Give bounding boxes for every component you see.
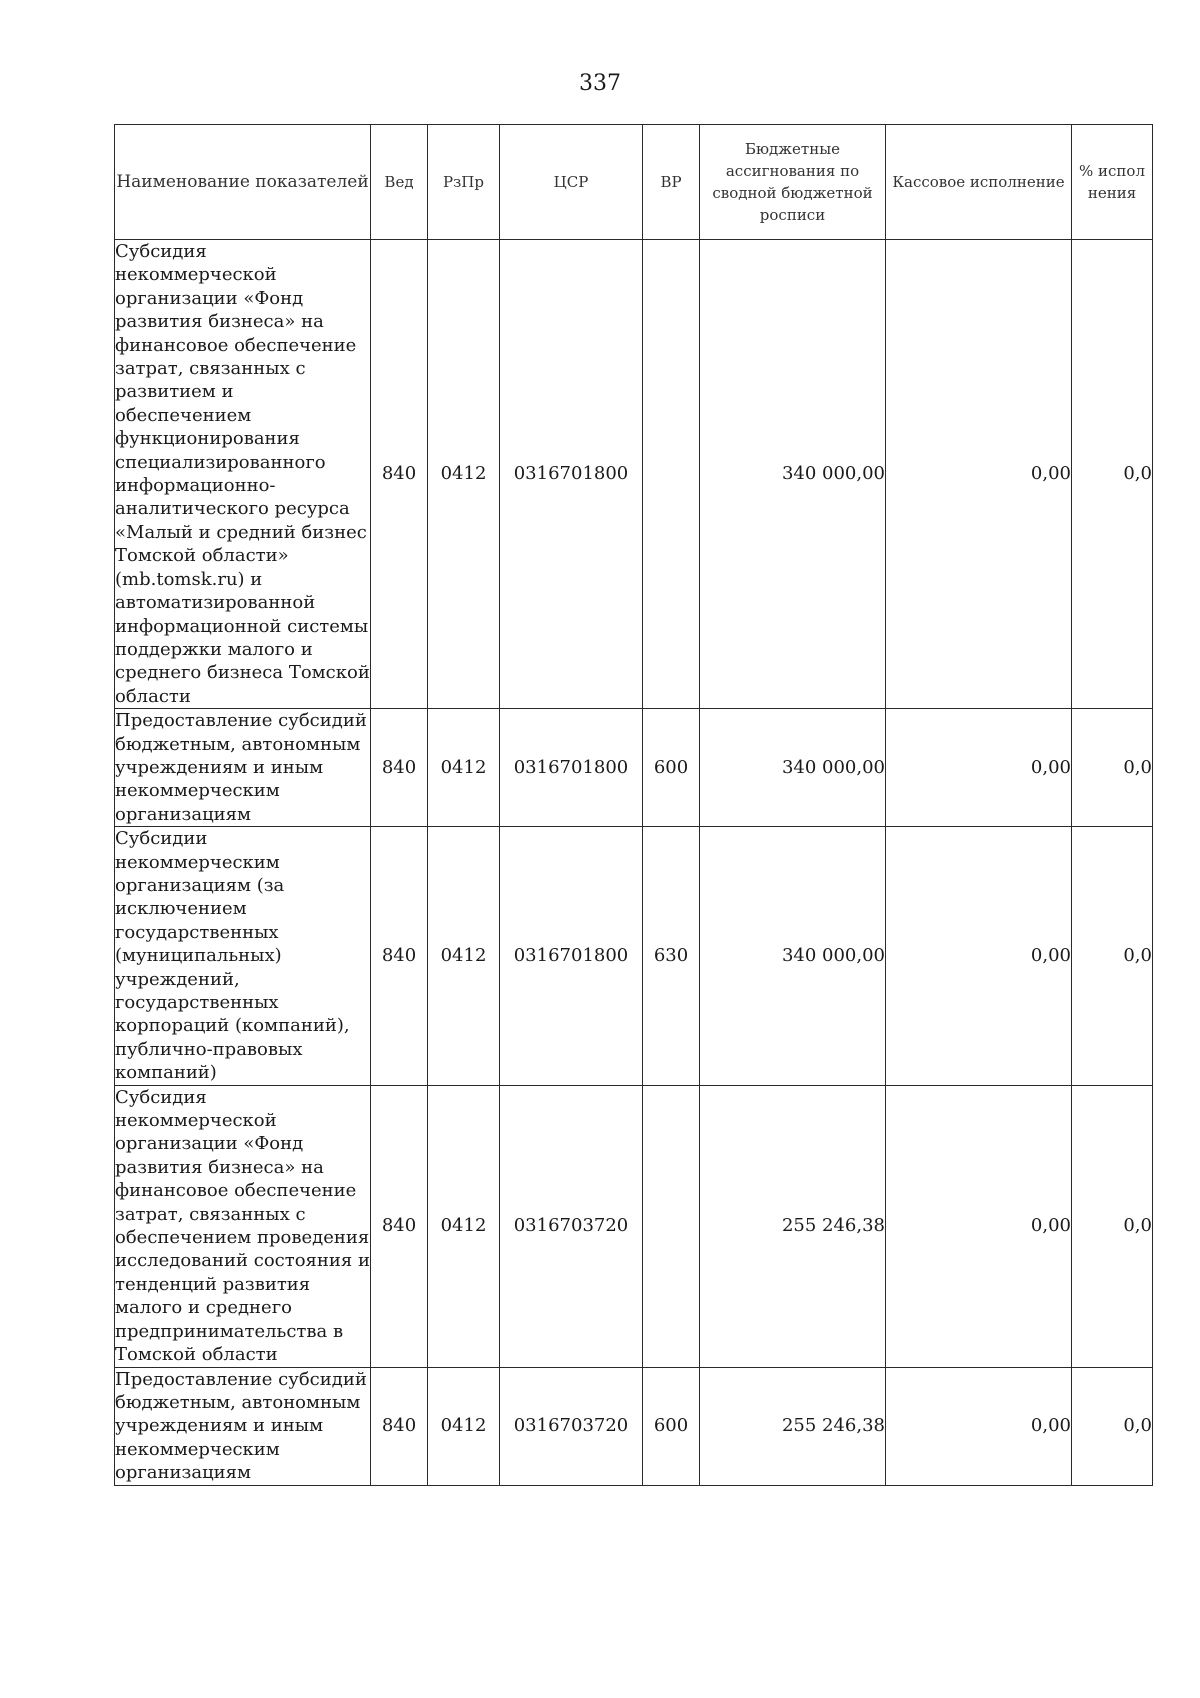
row-vr: 600: [643, 1367, 700, 1485]
page-number: 337: [579, 71, 621, 96]
row-csr: 0316701800: [500, 827, 643, 1085]
row-percent: 0,0: [1072, 240, 1153, 709]
row-execution: 0,00: [886, 1367, 1072, 1485]
row-execution: 0,00: [886, 709, 1072, 827]
header-execution: Кассовое исполнение: [886, 125, 1072, 240]
row-rzpr: 0412: [428, 1367, 500, 1485]
header-row: [115, 125, 1153, 240]
row-ved: 840: [371, 240, 428, 709]
row-percent: 0,0: [1072, 709, 1153, 827]
header-rzpr: РзПр: [428, 125, 500, 240]
row-execution: 0,00: [886, 827, 1072, 1085]
table-row: [115, 827, 1153, 1085]
row-vr: 600: [643, 709, 700, 827]
row-name: Предоставление субсидий бюджетным, автономным учреждениям и иным некоммерческим организациям: [115, 1367, 371, 1485]
row-assignments: 340 000,00: [700, 827, 886, 1085]
row-assignments: 255 246,38: [700, 1085, 886, 1367]
row-name: Субсидии некоммерческим организациям (за исключением государственных (муниципальных) учреждений, государственных корпораций (компаний), публично-правовых компаний): [115, 827, 371, 1085]
row-rzpr: 0412: [428, 709, 500, 827]
row-assignments: 255 246,38: [700, 1367, 886, 1485]
row-execution: 0,00: [886, 240, 1072, 709]
row-csr: 0316703720: [500, 1085, 643, 1367]
row-execution: 0,00: [886, 1085, 1072, 1367]
table-body: [115, 240, 1153, 1486]
table-row: [115, 1085, 1153, 1367]
header-ved: Вед: [371, 125, 428, 240]
row-rzpr: 0412: [428, 827, 500, 1085]
row-vr: [643, 1085, 700, 1367]
row-name: Субсидия некоммерческой организации «Фонд развития бизнеса» на финансовое обеспечение затрат, связанных с обеспечением проведения исследований состояния и тенденций развития малого и среднего предпринимательства в Томской области: [115, 1086, 370, 1366]
budget-table: [114, 124, 1153, 1486]
row-percent: 0,0: [1072, 1085, 1153, 1367]
table-header: [115, 125, 1153, 240]
row-vr: 630: [643, 827, 700, 1085]
row-ved: 840: [371, 827, 428, 1085]
row-ved: 840: [371, 709, 428, 827]
row-rzpr: 0412: [428, 1085, 500, 1367]
row-rzpr: 0412: [428, 240, 500, 709]
row-name: Предоставление субсидий бюджетным, автономным учреждениям и иным некоммерческим организациям: [115, 709, 371, 827]
table-row: [115, 1367, 1153, 1485]
header-percent: % испол нения: [1072, 125, 1153, 240]
header-name: Наименование показателей: [115, 125, 371, 240]
row-csr: 0316703720: [500, 1367, 643, 1485]
row-csr: 0316701800: [500, 709, 643, 827]
row-ved: 840: [371, 1085, 428, 1367]
row-ved: 840: [371, 1367, 428, 1485]
row-vr: [643, 240, 700, 709]
row-assignments: 340 000,00: [700, 240, 886, 709]
header-assignments: Бюджетные ассигнования по сводной бюджетной росписи: [700, 125, 886, 240]
table-row: [115, 240, 1153, 709]
header-csr: ЦСР: [500, 125, 643, 240]
table-row: [115, 709, 1153, 827]
row-name: Субсидия некоммерческой организации «Фонд развития бизнеса» на финансовое обеспечение затрат, связанных с развитием и обеспечением функционирования специализированного информационно-аналитического ресурса «Малый и средний бизнес Томской области» (mb.tomsk.ru) и автоматизированной информационной системы поддержки малого и среднего бизнеса Томской области: [115, 241, 370, 707]
row-percent: 0,0: [1072, 1367, 1153, 1485]
row-percent: 0,0: [1072, 827, 1153, 1085]
row-assignments: 340 000,00: [700, 709, 886, 827]
header-vr: ВР: [643, 125, 700, 240]
row-csr: 0316701800: [500, 240, 643, 709]
